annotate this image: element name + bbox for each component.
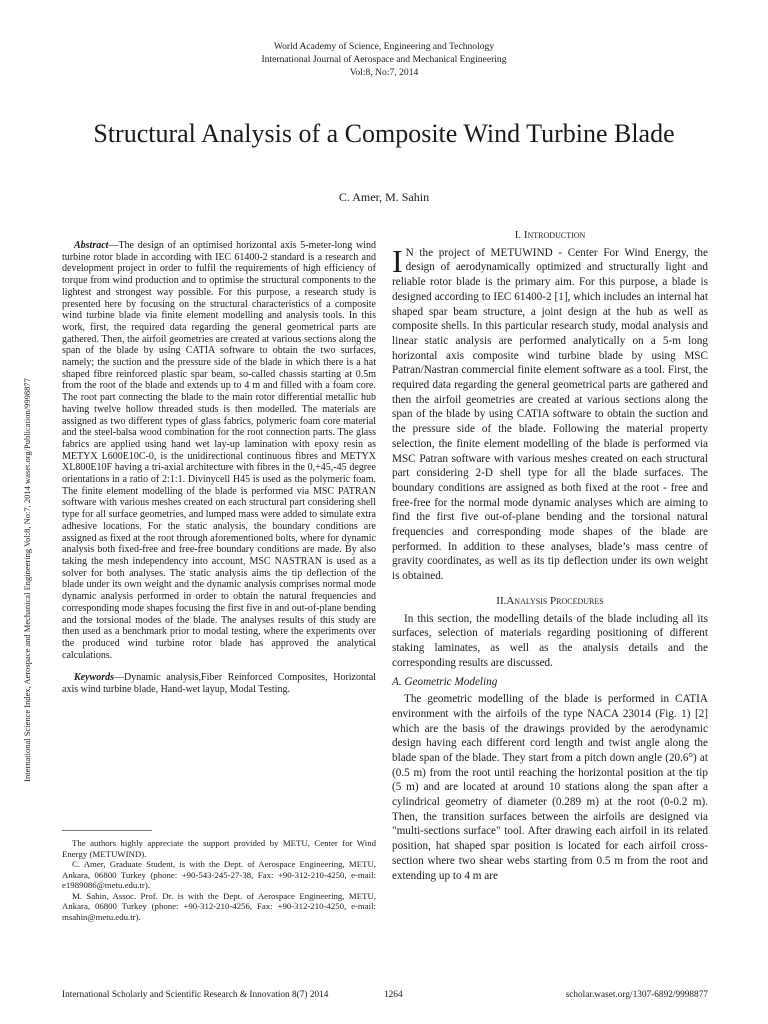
paper-authors: C. Amer, M. Sahin [338, 190, 430, 204]
header-volume: Vol:8, No:7, 2014 [349, 67, 419, 78]
section-heading-analysis: II.Analysis Procedures [496, 594, 604, 607]
abstract-text: The design of an optimised horizontal axis 5-meter-long wind turbine rotor blade in according with IEC 61400-2 standard is a research and development project in order to fulfil the requirements of high efficiency of torque from wind production and to optimise the structural components to the lightest and strongest way possible. For this purpose, a research study is presented here by focusing on the structural characteristics of a composite wind turbine blade via finite element modelling and analysis tools. In this work, first, the required data regarding the general geometrical parts are gathered. Then, the airfoil geometries are created at various sections along the span of the blade by using CATIA software to obtain the two surfaces, namely; the suction and the pressure side of the blade in which there is a hat shaped fibre reinforced plastic spar beam, so-called chassis starting at 0.5m from the root of the blade and extends up to 4 m and filled with a foam core. The root part connecting the blade to the main rotor differential metallic hub having twelve hollow threaded studs is then modelled. The materials are assigned as two different types of glass fabrics, polymeric foam core material and the steel-balsa wood combination for the root connection parts. The glass fabrics are applied using hand wet lay-up lamination with epoxy resin as METYX L600E10C-0, is the unidirectional continuous fibres and METYX XL800E10F having a tri-axial architecture with fibres in the 0,+45,-45 degree orientations in a ratio of 2:1:1. Divinycell H45 is used as the polymeric foam. The finite element modelling of the blade is performed via MSC PATRAN software with various meshes created on each structural part considering shell type for all surface geometries, and lumped mass were added to simulate extra adhesive locations. For the static analysis, the boundary conditions are assigned as fixed at the root through aforementioned bolts, where for dynamic analysis both fixed-free and free-free boundary conditions are made. By also taking the mesh independency into account, MSC NASTRAN is used as a solver for both analyses. The static analysis aims the tip deflection of the blade under its own weight and the dynamic analysis comprises normal mode dynamic analysis performed in order to obtain the natural frequencies and corresponding mode shapes focusing the first five in and out-of-plane bending and the torsional modes of the blade. The analyses results of this study are then used as a benchmark prior to modal testing, where the experiments over the produced wind turbine rotor blade has approved the analytical calculations. [62, 240, 376, 661]
keywords-text: Dynamic analysis,Fiber Reinforced Composites, Horizontal axis wind turbine blade, Hand-wet layup, Modal Testing. [62, 672, 376, 696]
geometric-paragraph: The geometric modelling of the blade is performed in CATIA environment with the airfoils of the type NACA 23014 (Fig. 1) [2] which are the basis of the drawings provided by the aerodynamic design having each different cord length and twist angle along the blade span of the blade. They start from a pitch down angle (20.6°) at (0.5 m) from the root until reaching the horizontal position at the tip (5 m) and are located at around 10 stations along the span after a cylindrical geometry of diameter (0.289 m) at the root (0-0.2 m). Then, the transition surfaces between the airfoils are designed via "multi-sections surface" tool. After drawing each airfoil in its related position, hat shaped spar position is located for each airfoil cross-section where two shear webs starting from 0.5 m from the root and extending up to 4 m are [392, 693, 708, 882]
journal-header [0, 40, 768, 79]
footnote-divider [62, 830, 152, 831]
keywords-label: Keywords [74, 672, 114, 684]
footer-publisher: International Scholarly and Scientific Research & Innovation 8(7) 2014 [62, 990, 329, 1000]
section-heading-introduction: I. Introduction [514, 229, 586, 241]
subsection-heading-geometric: A. Geometric Modeling [392, 676, 498, 689]
footnote-support: The authors highly appreciate the support provided by METU, Center for Wind Energy (METUWIND). [62, 838, 376, 859]
abstract-label: Abstract [74, 240, 109, 251]
page-number: 1264 [384, 990, 403, 1000]
abstract-dash: — [108, 240, 119, 251]
keywords-dash: — [114, 672, 124, 684]
right-column [392, 228, 708, 883]
side-index-text: International Science Index, Aerospace and Mechanical Engineering Vol:8, No:7, 2014 waset.org/Publication/9998877 [22, 378, 32, 782]
dropcap: I [392, 242, 403, 279]
header-journal: International Journal of Aerospace and Mechanical Engineering [261, 54, 507, 65]
footer-url[interactable]: scholar.waset.org/1307-6892/9998877 [565, 990, 708, 1000]
footnote-author-sahin: M. Sahin, Assoc. Prof. Dr. is with the Dept. of Aerospace Engineering, METU, Ankara, 06800 Turkey (phone: +90-312-210-4256, Fax: +90-312-210-4250, e-mail: msahin@metu.edu.tr). [62, 890, 376, 922]
footnotes [62, 838, 376, 922]
abstract [62, 240, 376, 661]
header-publisher: World Academy of Science, Engineering and Technology [273, 41, 495, 52]
paper-title: Structural Analysis of a Composite Wind Turbine Blade [93, 119, 675, 148]
left-column [62, 240, 376, 696]
analysis-paragraph: In this section, the modelling details of the blade including all its surfaces, selection of materials regarding positioning of different staking laminates, as well as the analysis details and the corresponding results are discussed. [392, 612, 708, 669]
keywords [62, 672, 376, 695]
footnote-author-amer: C. Amer, Graduate Student, is with the Dept. of Aerospace Engineering, METU, Ankara, 06800 Turkey (phone: +90-543-245-27-38, Fax: +90-312-210-4250, e-mail: e1989086@metu.edu.tr). [62, 859, 376, 890]
introduction-paragraph: I N the project of METUWIND - Center For Wind Energy, the design of aerodynamically optimized and structurally light and reliable rotor blade is the primary aim. For this purpose, a blade is designed according to IEC 61400-2 [1], which includes an internal hat shaped spar beam structure, a joint design at the hub as well as composite shells. In this particular research study, modal analysis and linear static analysis are performed analytically on a 5-m long horizontal axis composite wind turbine blade by using MSC Patran/Nastran commercial finite element software as a tool. First, the required data regarding the general geometrical parts are gathered and then the airfoil geometries are created at various sections along the span of the blade by using CATIA software to obtain the suction and the pressure side of the blade. Following the material property selection, the finite element modelling of the blade is performed via MSC Patran software with various meshes created on each structural part considering 2-D shell type for all the blade surfaces. The boundary conditions are assigned as both fixed at the root - free and free-free for the normal mode dynamic analyses which are aiming to find the first five out-of-plane bending and the torsional natural frequencies and corresponding mode shapes of the blade are performed. In addition to these analyses, blade’s mass centre of gravity coordinates, as well as its tip deflection under its own weight is obtained. [392, 242, 708, 583]
